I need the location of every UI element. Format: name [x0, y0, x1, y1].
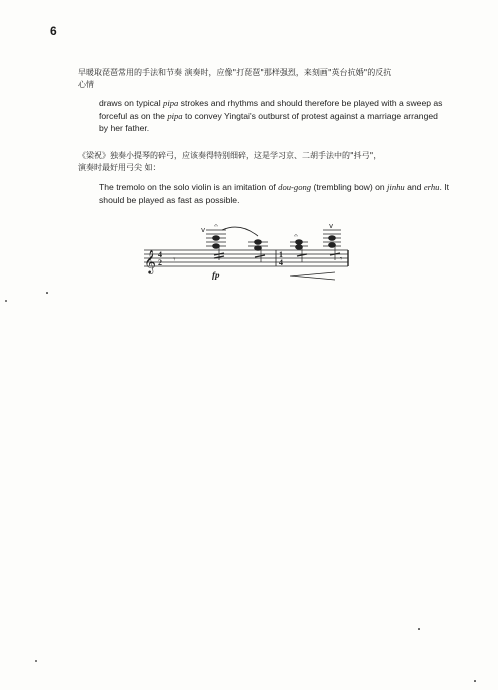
italic-term: erhu	[423, 182, 440, 192]
text-run: and	[404, 182, 424, 192]
crescendo-hairpin	[290, 272, 335, 280]
svg-text:1: 1	[279, 250, 283, 259]
fermata: 𝄐	[214, 224, 218, 230]
chinese-line: 心情	[78, 80, 94, 89]
chinese-paragraph-1	[78, 67, 458, 91]
accent-mark: v	[201, 226, 206, 234]
english-paragraph-1	[99, 97, 449, 135]
english-text	[99, 97, 449, 135]
scan-speck	[418, 628, 420, 630]
text-run: to convey Yingtai's outburst of protest against a marriage arranged by her father.	[99, 110, 438, 133]
note-cluster-1	[206, 230, 226, 260]
rest: 𝄾	[173, 255, 176, 265]
treble-clef: 𝄞	[144, 249, 156, 273]
rest: 𝄾	[340, 254, 343, 263]
page-number: 6	[50, 24, 57, 38]
time-signature	[158, 250, 162, 267]
text-run: draws on typical	[99, 98, 164, 108]
chinese-line: 早暖取琵琶常用的手法和节奏 演奏时，应像"打琵琶"那样强烈，来刻画"英台抗婚"的反抗	[78, 68, 392, 77]
accent-mark: v	[329, 224, 334, 230]
time-signature-2	[279, 250, 283, 267]
text-run: . It should be played as fast as possible.	[99, 182, 450, 205]
slur	[222, 227, 258, 236]
svg-text:4: 4	[158, 250, 162, 259]
italic-term: dou-gong	[278, 182, 312, 192]
english-paragraph-2	[99, 181, 449, 206]
english-text	[99, 181, 449, 206]
svg-text:2: 2	[158, 258, 162, 267]
note-cluster-4	[323, 230, 341, 260]
text-run: strokes and rhythms and should therefore be played with a sweep as forceful as on the	[99, 98, 443, 121]
chinese-line: 演奏时最好用弓尖 如：	[78, 163, 161, 172]
chinese-paragraph-2	[78, 150, 458, 174]
svg-text:4: 4	[279, 258, 283, 267]
scan-speck	[5, 300, 7, 302]
text-run: (trembling bow) on	[311, 182, 388, 192]
scan-speck	[35, 660, 37, 662]
fermata: 𝄐	[294, 232, 298, 240]
scan-speck	[46, 292, 48, 294]
note-cluster-3	[290, 240, 308, 262]
note-cluster-2	[248, 240, 268, 262]
chinese-line: 《梁祝》独奏小提琴的碎弓，应该奏得特别细碎，这是学习京、二胡手法中的"抖弓"，	[78, 151, 382, 160]
dynamic-marking: fp	[212, 270, 220, 280]
text-run: The tremolo on the solo violin is an imitation of	[99, 182, 279, 192]
music-example	[140, 224, 355, 284]
italic-term: jinhu	[387, 182, 405, 192]
italic-term: pipa	[167, 110, 183, 121]
scan-speck	[474, 680, 476, 682]
italic-term: pipa	[163, 98, 179, 108]
